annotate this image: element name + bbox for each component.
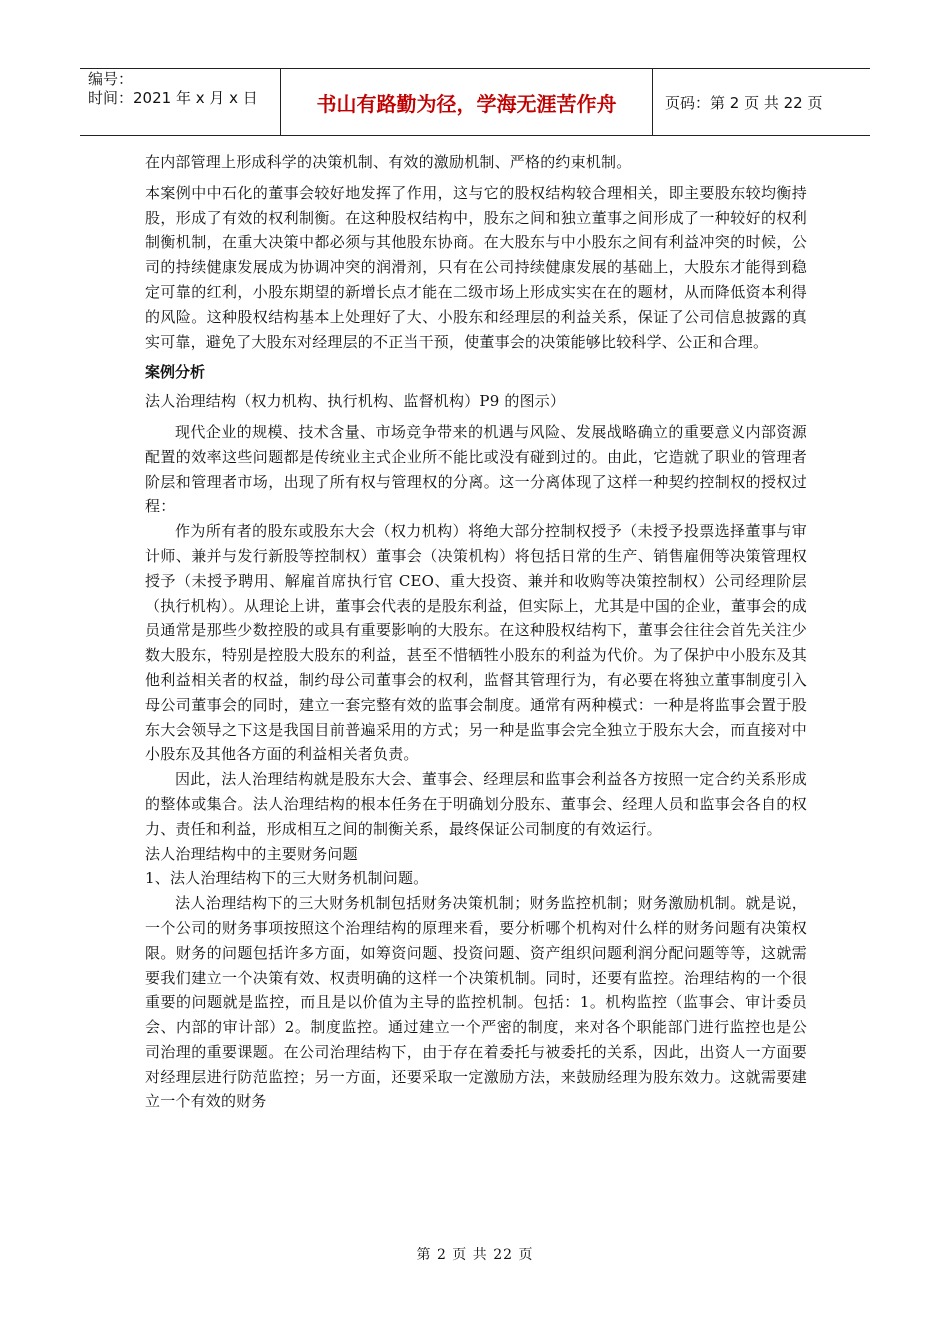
sub-heading: 1、法人治理结构下的三大财务机制问题。: [145, 869, 429, 888]
paragraph: 因此，法人治理结构就是股东大会、董事会、经理层和监事会利益各方按照一定合约关系形成的整体或集合。法人治理结构的根本任务在于明确划分股东、董事会、经理人员和监事会各自的权力、责任和利益，形成相互之间的制衡关系，最终保证公司制度的有效运行。: [145, 770, 807, 838]
paragraph: 作为所有者的股东或股东大会（权力机构）将绝大部分控制权授予（未授予投票选择董事与审计师、兼并与发行新股等控制权）董事会（决策机构）将包括日常的生产、销售雇佣等决策管理权授予（未授予聘用、解雇首席执行官 CEO、重大投资、兼并和收购等决策控制权）公司经理阶层（执行机构）。从理论上讲，董事会代表的是股东利益，但实际上，尤其是中国的企业，董事会的成员通常是那些少数控股的或具有重要影响的大股东。在这种股权结构下，董事会往往会首先关注少数大股东，特别是控股大股东的利益，甚至不惜牺牲小股东的利益为代价。为了保护中小股东及其他利益相关者的权益，制约母公司董事会的权利，监督其管理行为，有必要在将独立董事制度引入母公司董事会的同时，建立一套完整有效的监事会制度。通常有两种模式：一种是将监事会置于股东大会领导之下这是我国目前普遍采用的方式；另一种是监事会完全独立于股东大会，而直接对中小股东及其他各方面的利益相关者负责。: [145, 522, 807, 764]
header-page-info: 页码：第 2 页 共 22 页: [665, 93, 823, 112]
sub-heading: 法人治理结构中的主要财务问题: [145, 844, 358, 863]
page-footer: 第 2 页 共 22 页: [416, 1247, 534, 1263]
header-meta: [88, 70, 278, 108]
section-subtitle: 法人治理结构（权力机构、执行机构、监督机构）P9 的图示）: [145, 392, 566, 411]
page-header-table: [80, 68, 870, 136]
time-label: 时间：2021 年 x 月 x 日: [88, 89, 258, 107]
paragraph: 现代企业的规模、技术含量、市场竞争带来的机遇与风险、发展战略确立的重要意义内部资源配置的效率这些问题都是传统业主式企业所不能比或没有碰到过的。由此，它造就了职业的管理者阶层和管理者市场，出现了所有权与管理权的分离。这一分离体现了这样一种契约控制权的授权过程：: [145, 422, 807, 516]
number-label: 编号：: [88, 70, 134, 88]
header-motto: 书山有路勤为径，学海无涯苦作舟: [316, 91, 617, 116]
paragraph: 本案例中中石化的董事会较好地发挥了作用，这与它的股权结构较合理相关，即主要股东较均衡持股，形成了有效的权利制衡。在这种股权结构中，股东之间和独立董事之间形成了一种较好的权利制衡机制，在重大决策中都必须与其他股东协商。在大股东与中小股东之间有利益冲突的时候，公司的持续健康发展成为协调冲突的润滑剂，只有在公司持续健康发展的基础上，大股东才能得到稳定可靠的红利，小股东期望的新增长点才能在二级市场上形成实实在在的题材，从而降低资本利得的风险。这种股权结构基本上处理好了大、小股东和经理层的利益关系，保证了公司信息披露的真实可靠，避免了大股东对经理层的不正当干预，使董事会的决策能够比较科学、公正和合理。: [145, 183, 807, 351]
document-body: [145, 150, 807, 1114]
paragraph: 法人治理结构下的三大财务机制包括财务决策机制；财务监控机制；财务激励机制。就是说，一个公司的财务事项按照这个治理结构的原理来看，要分析哪个机构对什么样的财务问题有决策权限。财务的问题包括许多方面，如筹资问题、投资问题、资产组织问题利润分配问题等等，这就需要我们建立一个决策有效、权责明确的这样一个决策机制。同时，还要有监控。治理结构的一个很重要的问题就是监控，而且是以价值为主导的监控机制。包括：1。机构监控（监事会、审计委员会、内部的审计部）2。制度监控。通过建立一个严密的制度，来对各个职能部门进行监控也是公司治理的重要课题。在公司治理结构下，由于存在着委托与被委托的关系，因此，出资人一方面要对经理层进行防范监控；另一方面，还要采取一定激励方法，来鼓励经理为股东效力。这就需要建立一个有效的财务: [145, 894, 807, 1111]
section-title: 案例分析: [145, 363, 206, 382]
paragraph: 在内部管理上形成科学的决策机制、有效的激励机制、严格的约束机制。: [145, 153, 632, 171]
